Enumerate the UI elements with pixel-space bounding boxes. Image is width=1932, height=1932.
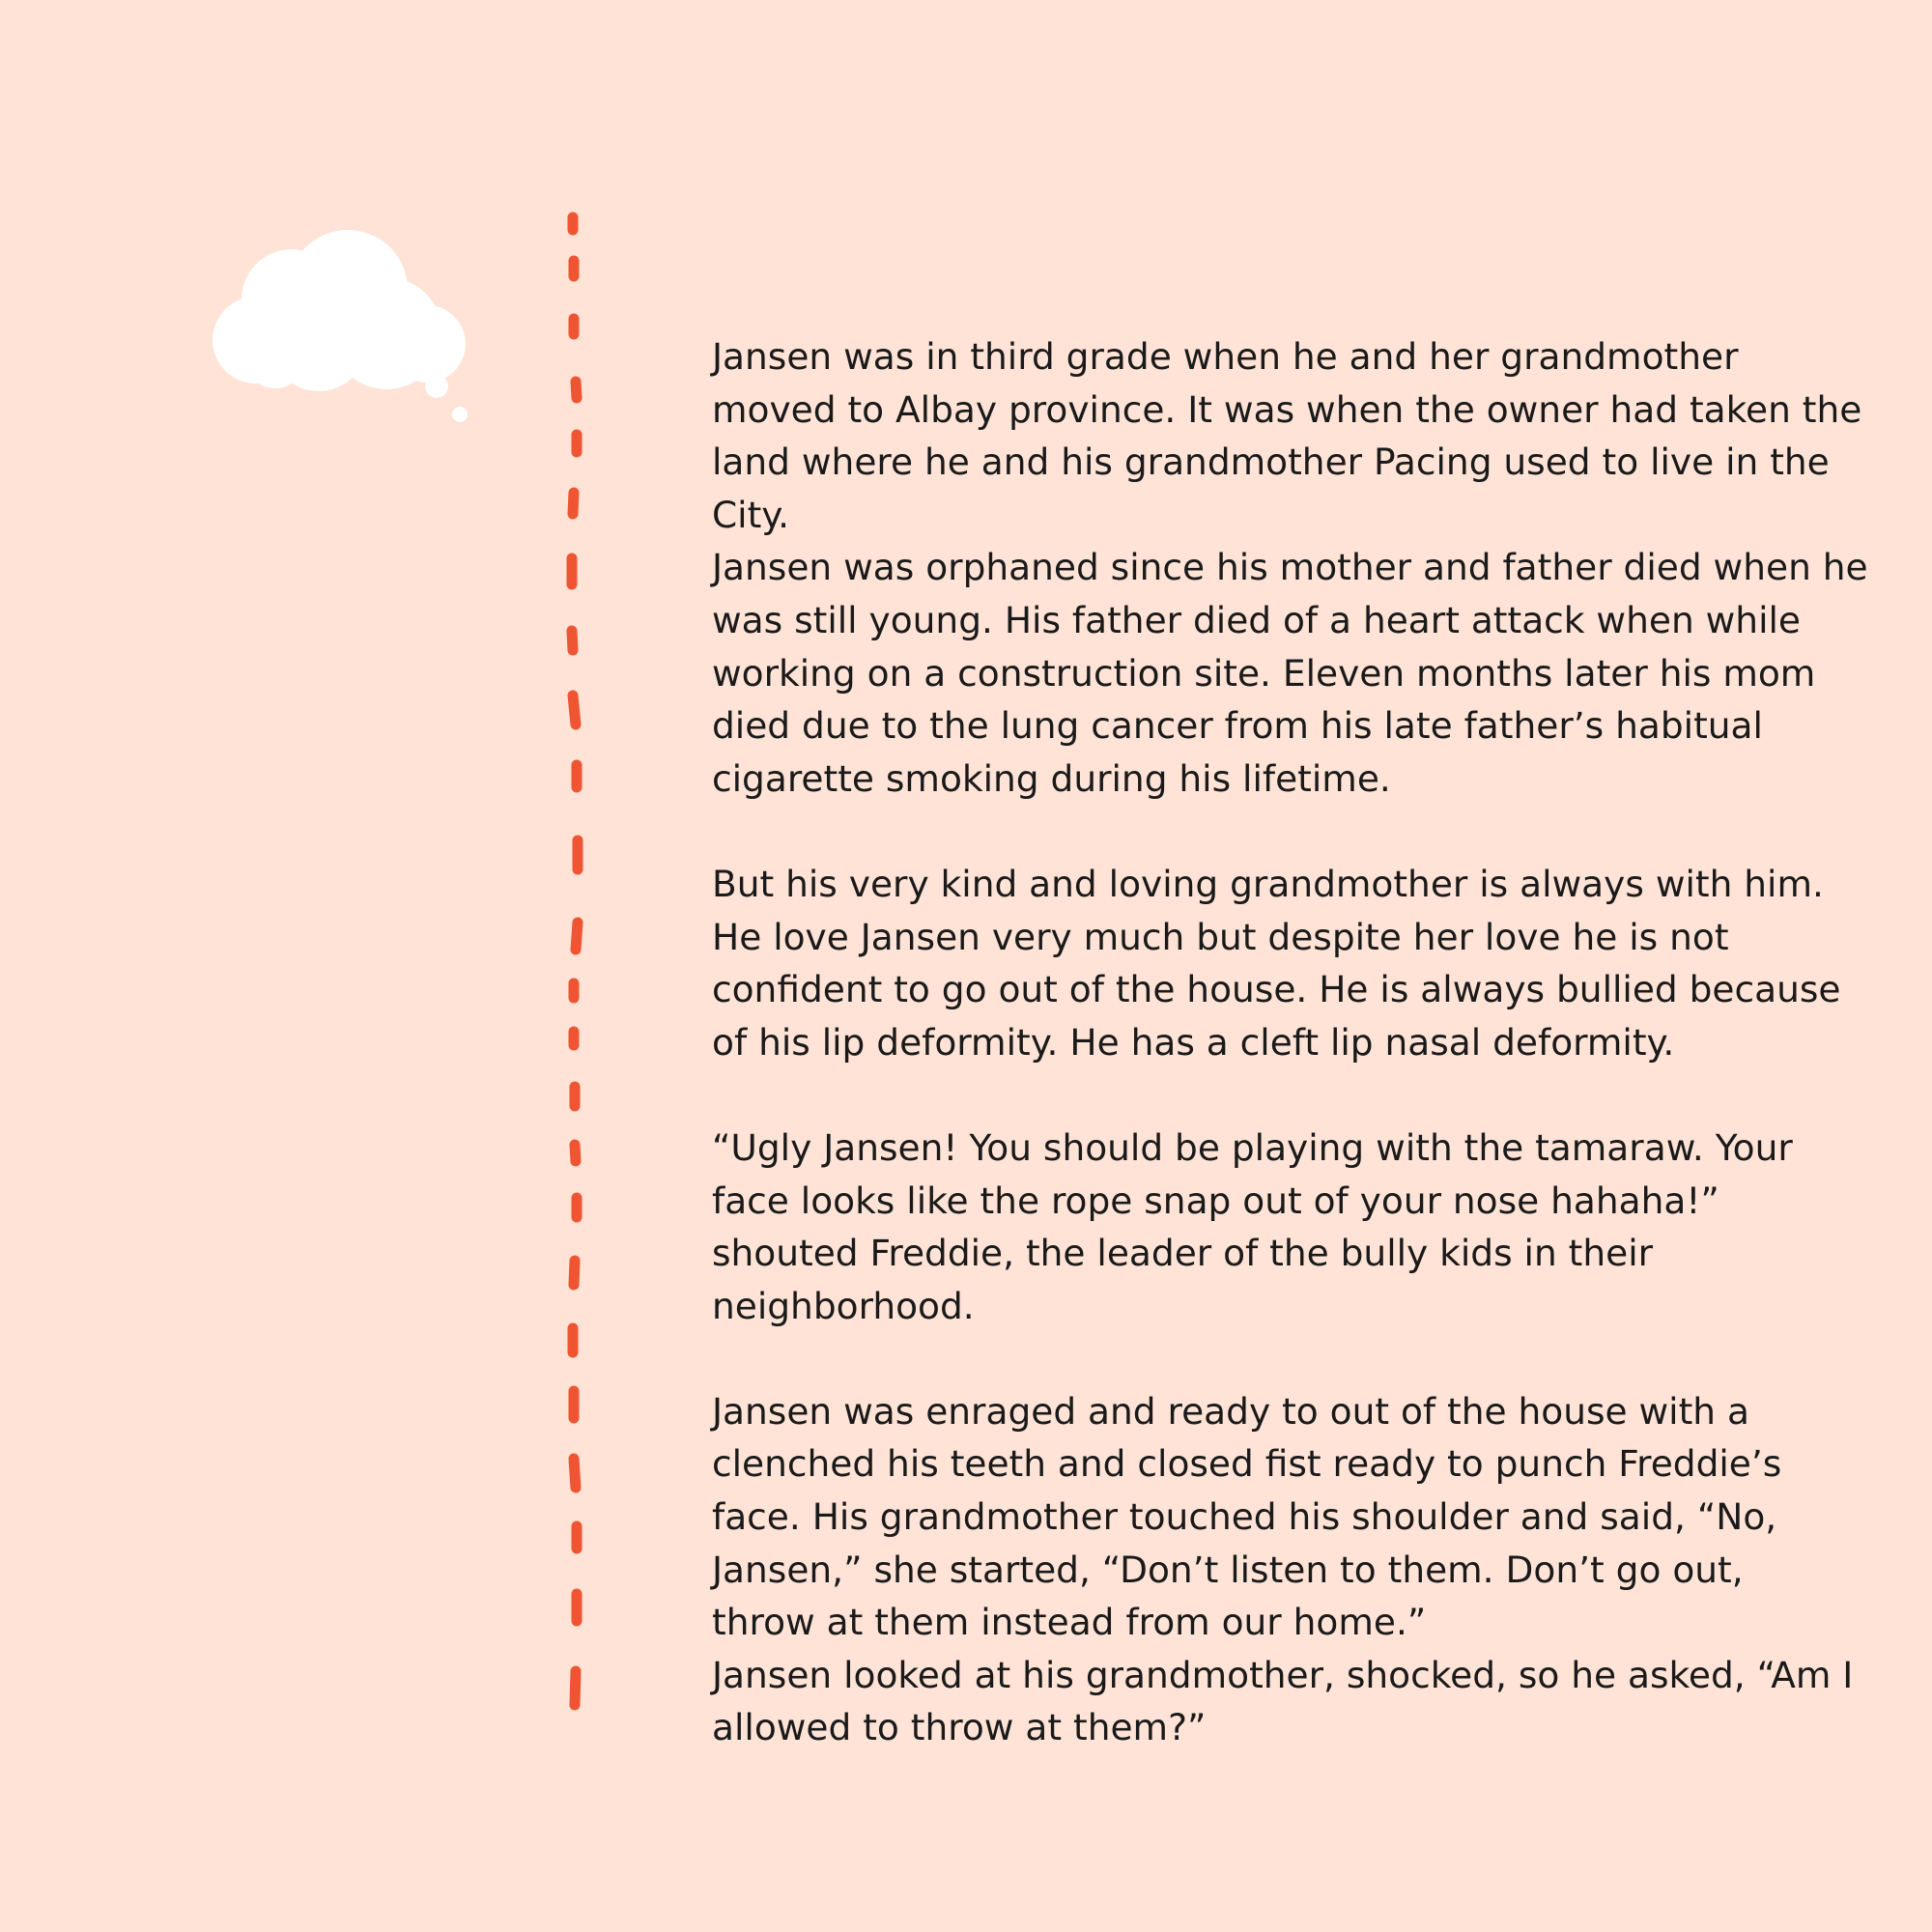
story-line: Jansen was orphaned since his mother and father died when he [712, 546, 1868, 589]
dashed-red-divider [551, 203, 599, 1748]
story-line: moved to Albay province. It was when the owner had taken the [712, 387, 1862, 431]
story-line: Jansen was in third grade when he and her grandmother [712, 335, 1739, 378]
story-line: of his lip deformity. He has a cleft lip nasal deformity. [712, 1020, 1675, 1064]
story-line: working on a construction site. Eleven months later his mom [712, 651, 1816, 695]
story-line: Jansen was enraged and ready to out of the house with a [712, 1389, 1749, 1433]
thought-cloud-icon [213, 222, 493, 435]
story-line: City. [712, 493, 790, 536]
paragraph-gap [712, 805, 1900, 858]
story-text [712, 330, 1900, 1754]
story-line: face. His grandmother touched his shoulder and said, “No, [712, 1495, 1777, 1539]
story-line: died due to the lung cancer from his late father’s habitual [712, 704, 1763, 748]
story-line: He love Jansen very much but despite her love he is not [712, 915, 1729, 958]
paragraph-gap [712, 1332, 1900, 1385]
story-line: shouted Freddie, the leader of the bully kids in their [712, 1232, 1654, 1275]
story-line: “Ugly Jansen! You should be playing with the tamaraw. Your [712, 1125, 1793, 1169]
story-line: face looks like the rope snap out of your nose hahaha!” [712, 1179, 1719, 1222]
paragraph-gap [712, 1068, 1900, 1122]
story-line: Jansen,” she started, “Don’t listen to them. Don’t go out, [712, 1548, 1744, 1591]
story-line: But his very kind and loving grandmother is always with him. [712, 862, 1824, 905]
story-line: land where he and his grandmother Pacing used to live in the [712, 440, 1830, 484]
story-line: cigarette smoking during his lifetime. [712, 756, 1391, 800]
story-line: clenched his teeth and closed fist ready to punch Freddie’s [712, 1442, 1782, 1486]
story-line: neighborhood. [712, 1284, 975, 1327]
story-line: allowed to throw at them?” [712, 1706, 1207, 1749]
story-line: confident to go out of the house. He is always bullied because [712, 968, 1841, 1011]
story-line: Jansen looked at his grandmother, shocked, so he asked, “Am I [712, 1653, 1854, 1696]
story-line: throw at them instead from our home.” [712, 1601, 1427, 1644]
story-line: was still young. His father died of a heart attack when while [712, 598, 1801, 641]
